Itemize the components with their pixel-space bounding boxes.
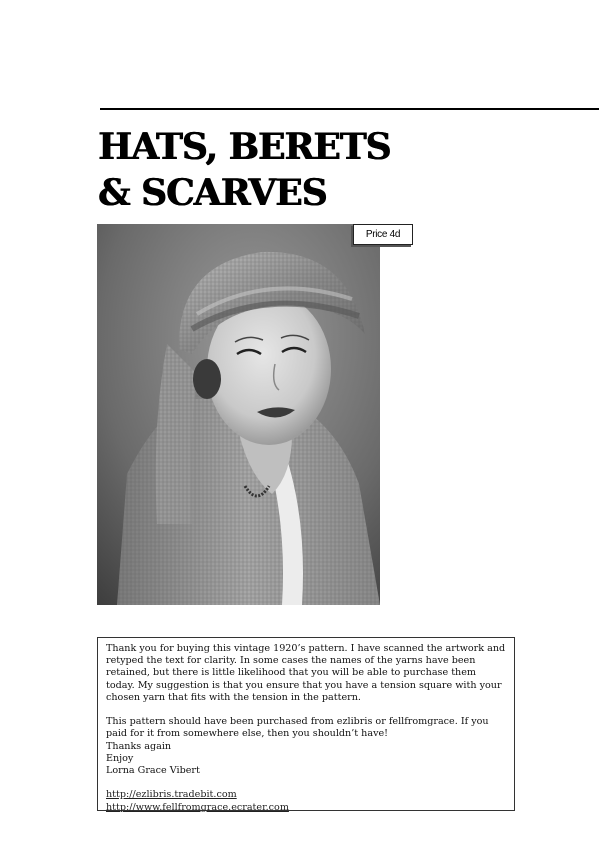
title-line-2: & SCARVES [98,172,327,214]
note-paragraph-1: Thank you for buying this vintage 1920’s pattern. I have scanned the artwork and retyped the text for clarity. In some cases the names of the yarns have been retained, but there is little likelihood that you will be able to purchase them today. My suggestion is that you ensure that you have a tension square with your chosen yarn that fits with the tension in the pattern. [106,643,506,703]
link-fellfromgrace[interactable]: http://www.fellfromgrace.ecrater.com [106,801,289,813]
thanks-line: Thanks again [106,740,172,752]
link-ezlibris[interactable]: http://ezlibris.tradebit.com [106,789,237,801]
title-line-1: HATS, BERETS [98,126,391,168]
portrait-photo [97,224,380,605]
links-spacer [106,777,506,789]
enjoy-line: Enjoy [106,752,134,764]
paragraph-spacer [106,704,506,716]
page-title [98,124,391,216]
signature: Lorna Grace Vibert [106,765,200,777]
price-tag: Price 4d [353,224,413,245]
note-box [97,637,515,811]
note-paragraph-2: This pattern should have been purchased from ezlibris or fellfromgrace. If you paid for it from somewhere else, then you shouldn’t have! [106,716,489,740]
top-rule [100,108,599,110]
